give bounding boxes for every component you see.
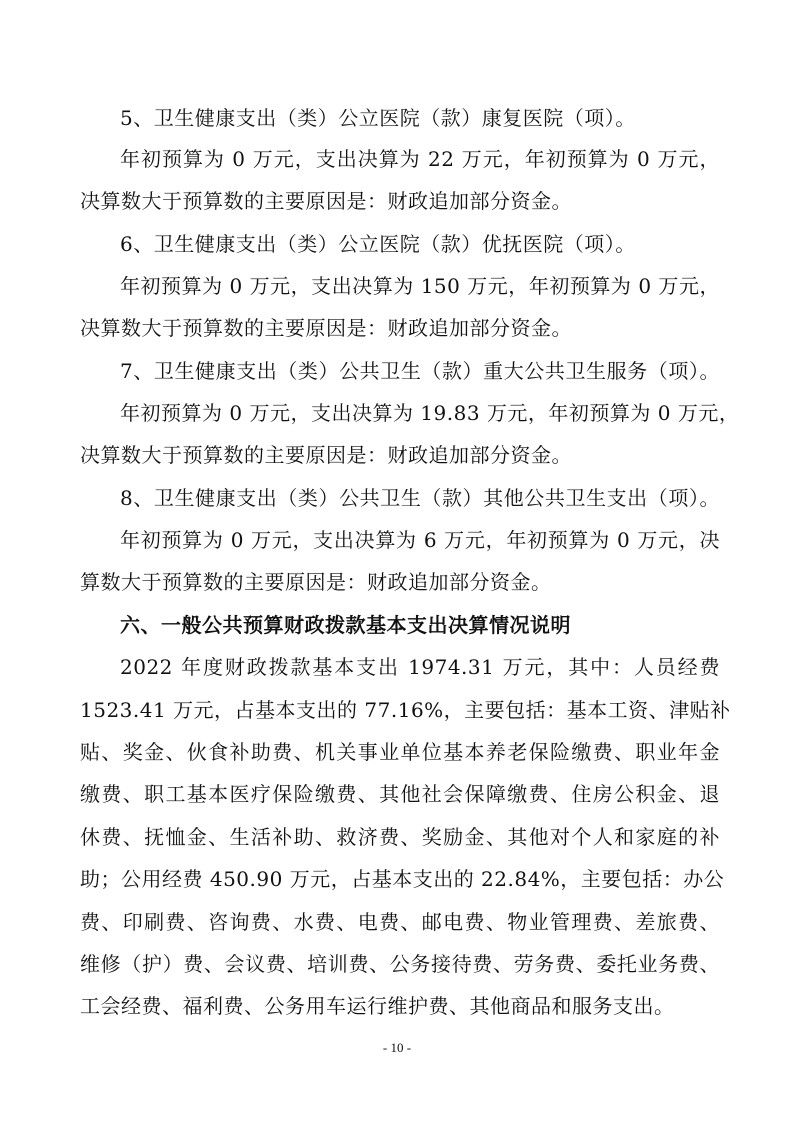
paragraph-line: 休费、抚恤金、生活补助、救济费、奖励金、其他对个人和家庭的补 xyxy=(80,825,720,849)
paragraph-line: 助；公用经费 450.90 万元，占基本支出的 22.84%，主要包括：办公 xyxy=(80,867,725,891)
paragraph-line: 维修（护）费、会议费、培训费、公务接待费、劳务费、委托业务费、 xyxy=(80,952,720,976)
item-8-budget-text: 年初预算为 0 万元，支出决算为 6 万元，年初预算为 0 万元，决 xyxy=(120,528,720,552)
paragraph-line: 费、印刷费、咨询费、水费、电费、邮电费、物业管理费、差旅费、 xyxy=(80,910,720,934)
item-8-reason-text: 算数大于预算数的主要原因是：财政追加部分资金。 xyxy=(80,570,552,594)
item-5-heading: 5、卫生健康支出（类）公立医院（款）康复医院（项）。 xyxy=(120,106,636,130)
paragraph-line: 1523.41 万元，占基本支出的 77.16%，主要包括：基本工资、津贴补 xyxy=(80,698,731,722)
page-number: - 10 - xyxy=(382,1040,412,1055)
item-7-heading: 7、卫生健康支出（类）公共卫生（款）重大公共卫生服务（项）。 xyxy=(120,359,720,383)
item-5-budget-text: 年初预算为 0 万元，支出决算为 22 万元，年初预算为 0 万元， xyxy=(120,147,720,171)
item-8-heading: 8、卫生健康支出（类）公共卫生（款）其他公共卫生支出（项）。 xyxy=(120,486,720,510)
paragraph-line: 缴费、职工基本医疗保险缴费、其他社会保障缴费、住房公积金、退 xyxy=(80,782,720,806)
paragraph-line: 贴、奖金、伙食补助费、机关事业单位基本养老保险缴费、职业年金 xyxy=(80,740,720,764)
paragraph-line: 2022 年度财政拨款基本支出 1974.31 万元，其中：人员经费 xyxy=(120,655,720,679)
item-6-heading: 6、卫生健康支出（类）公立医院（款）优抚医院（项）。 xyxy=(120,232,636,256)
paragraph-line: 工会经费、福利费、公务用车运行维护费、其他商品和服务支出。 xyxy=(80,994,675,1018)
item-5-reason-text: 决算数大于预算数的主要原因是：财政追加部分资金。 xyxy=(80,189,572,213)
item-7-reason-text: 决算数大于预算数的主要原因是：财政追加部分资金。 xyxy=(80,443,572,467)
item-7-budget-text: 年初预算为 0 万元，支出决算为 19.83 万元，年初预算为 0 万元， xyxy=(120,401,740,425)
item-6-budget-text: 年初预算为 0 万元，支出决算为 150 万元，年初预算为 0 万元， xyxy=(120,274,720,298)
item-6-reason-text: 决算数大于预算数的主要原因是：财政追加部分资金。 xyxy=(80,316,572,340)
section-6-heading: 六、一般公共预算财政拨款基本支出决算情况说明 xyxy=(120,613,571,637)
